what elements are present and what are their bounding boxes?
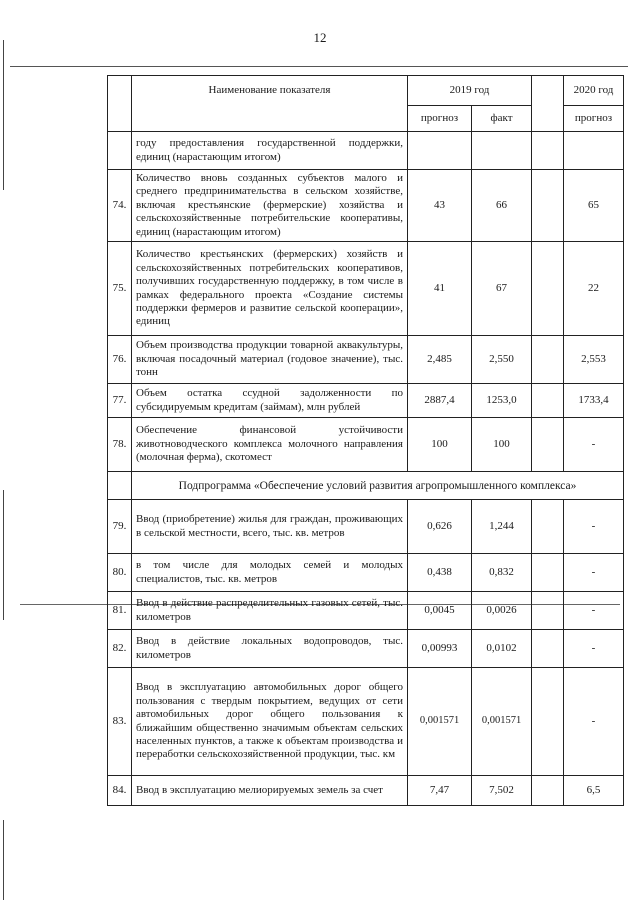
row-plan-2020: 2,553 (564, 336, 624, 384)
table-row (108, 776, 624, 806)
row-plan-2019: 0,626 (408, 500, 472, 554)
row-number: 79. (108, 500, 132, 554)
header-spacer-cell (532, 76, 564, 132)
row-plan-2019: 0,0045 (408, 592, 472, 630)
row-plan-2019: 100 (408, 418, 472, 472)
scan-line-left-margin (3, 40, 4, 190)
table-row (108, 592, 624, 630)
row-number: 84. (108, 776, 132, 806)
row-plan-2020: 1733,4 (564, 384, 624, 418)
table-row (108, 242, 624, 336)
row-number: 81. (108, 592, 132, 630)
row-plan-2020: - (564, 592, 624, 630)
row-indicator-name: Обеспечение финансовой устойчивости животноводческого комплекса молочного направления (молочная ферма), скотомест (132, 418, 408, 472)
row-number (108, 132, 132, 170)
row-fact-2019: 1253,0 (472, 384, 532, 418)
header-forecast-2019: прогноз (408, 106, 472, 132)
row-indicator-name: Ввод в действие локальных водопроводов, тыс. километров (132, 630, 408, 668)
row-fact-2019: 67 (472, 242, 532, 336)
table-row (108, 630, 624, 668)
row-fact-2019: 1,244 (472, 500, 532, 554)
scan-line-left-margin-2 (3, 490, 4, 620)
row-fact-2019: 100 (472, 418, 532, 472)
row-plan-2019: 2,485 (408, 336, 472, 384)
row-plan-2019: 0,001571 (408, 668, 472, 776)
table-row-continued (108, 132, 624, 170)
row-number: 77. (108, 384, 132, 418)
row-spacer (532, 776, 564, 806)
row-fact-2019: 66 (472, 170, 532, 242)
row-indicator-name: Ввод в действие распределительных газовых сетей, тыс. километров (132, 592, 408, 630)
row-plan-2020: - (564, 630, 624, 668)
row-spacer (532, 170, 564, 242)
header-fact-2019: факт (472, 106, 532, 132)
table-row (108, 500, 624, 554)
table-row (108, 336, 624, 384)
subprogram-title: Подпрограмма «Обеспечение условий развития агропромышленного комплекса» (132, 472, 624, 500)
header-year-2020: 2020 год (564, 76, 624, 106)
table-row (108, 384, 624, 418)
row-number: 83. (108, 668, 132, 776)
row-plan-2020: 65 (564, 170, 624, 242)
row-plan-2019: 43 (408, 170, 472, 242)
row-spacer (532, 336, 564, 384)
row-spacer (532, 554, 564, 592)
row-number: 78. (108, 418, 132, 472)
row-indicator-name: Ввод в эксплуатацию мелиорируемых земель за счет (132, 776, 408, 806)
row-spacer (532, 668, 564, 776)
table-row (108, 418, 624, 472)
scan-line-top (10, 66, 628, 67)
row-spacer (532, 132, 564, 170)
subprogram-row (108, 472, 624, 500)
row-number: 75. (108, 242, 132, 336)
row-plan-2020: - (564, 668, 624, 776)
row-plan-2020: - (564, 418, 624, 472)
row-number: 80. (108, 554, 132, 592)
header-forecast-2020: прогноз (564, 106, 624, 132)
row-number (108, 472, 132, 500)
row-fact-2019 (472, 132, 532, 170)
row-number: 82. (108, 630, 132, 668)
row-indicator-name: Объем остатка ссудной задолженности по субсидируемым кредитам (займам), млн рублей (132, 384, 408, 418)
header-year-2019: 2019 год (408, 76, 532, 106)
table-header-row-1 (108, 76, 624, 106)
row-plan-2020: - (564, 554, 624, 592)
row-plan-2019 (408, 132, 472, 170)
row-indicator-name: в том числе для молодых семей и молодых специалистов, тыс. кв. метров (132, 554, 408, 592)
row-indicator-name: Объем производства продукции товарной аквакультуры, включая посадочный материал (годовое значение), тыс. тонн (132, 336, 408, 384)
row-fact-2019: 2,550 (472, 336, 532, 384)
row-plan-2019: 0,00993 (408, 630, 472, 668)
row-plan-2020: 22 (564, 242, 624, 336)
row-indicator-name: Ввод в эксплуатацию автомобильных дорог общего пользования с твердым покрытием, ведущих от сети автомобильных дорог общего пользования к ближайшим общественно значимым объектам сельских населенных пунктов, а также к объектам производства и переработки сельскохозяйственной продукции, тыс. км (132, 668, 408, 776)
table-row (108, 668, 624, 776)
header-indicator-name: Наименование показателя (132, 76, 408, 132)
indicators-table (107, 75, 624, 806)
row-spacer (532, 500, 564, 554)
row-spacer (532, 592, 564, 630)
row-plan-2020: 6,5 (564, 776, 624, 806)
row-plan-2019: 41 (408, 242, 472, 336)
row-indicator-name: Количество крестьянских (фермерских) хозяйств и сельскохозяйственных потребительских кооперативов, получивших государственную поддержку, в том числе в рамках федерального проекта «Создание системы поддержки фермеров и развитие сельской кооперации», единиц (132, 242, 408, 336)
row-number: 74. (108, 170, 132, 242)
table-row (108, 554, 624, 592)
row-spacer (532, 418, 564, 472)
table-row (108, 170, 624, 242)
row-fact-2019: 0,0102 (472, 630, 532, 668)
row-indicator-name: году предоставления государственной поддержки, единиц (нарастающим итогом) (132, 132, 408, 170)
row-fact-2019: 7,502 (472, 776, 532, 806)
row-plan-2019: 0,438 (408, 554, 472, 592)
row-spacer (532, 630, 564, 668)
row-plan-2019: 7,47 (408, 776, 472, 806)
row-fact-2019: 0,832 (472, 554, 532, 592)
row-spacer (532, 242, 564, 336)
page-number: 12 (313, 30, 327, 45)
row-fact-2019: 0,0026 (472, 592, 532, 630)
row-plan-2020: - (564, 500, 624, 554)
row-number: 76. (108, 336, 132, 384)
row-plan-2020 (564, 132, 624, 170)
row-fact-2019: 0,001571 (472, 668, 532, 776)
row-plan-2019: 2887,4 (408, 384, 472, 418)
row-indicator-name: Ввод (приобретение) жилья для граждан, проживающих в сельской местности, всего, тыс. кв. метров (132, 500, 408, 554)
row-indicator-name: Количество вновь созданных субъектов малого и среднего предпринимательства в сельском хозяйстве, включая крестьянские (фермерские) хозяйства и сельскохозяйственные потребительские кооперативы, единиц (нарастающим итогом) (132, 170, 408, 242)
row-spacer (532, 384, 564, 418)
header-num-cell (108, 76, 132, 132)
scan-line-left-margin-3 (3, 820, 4, 900)
